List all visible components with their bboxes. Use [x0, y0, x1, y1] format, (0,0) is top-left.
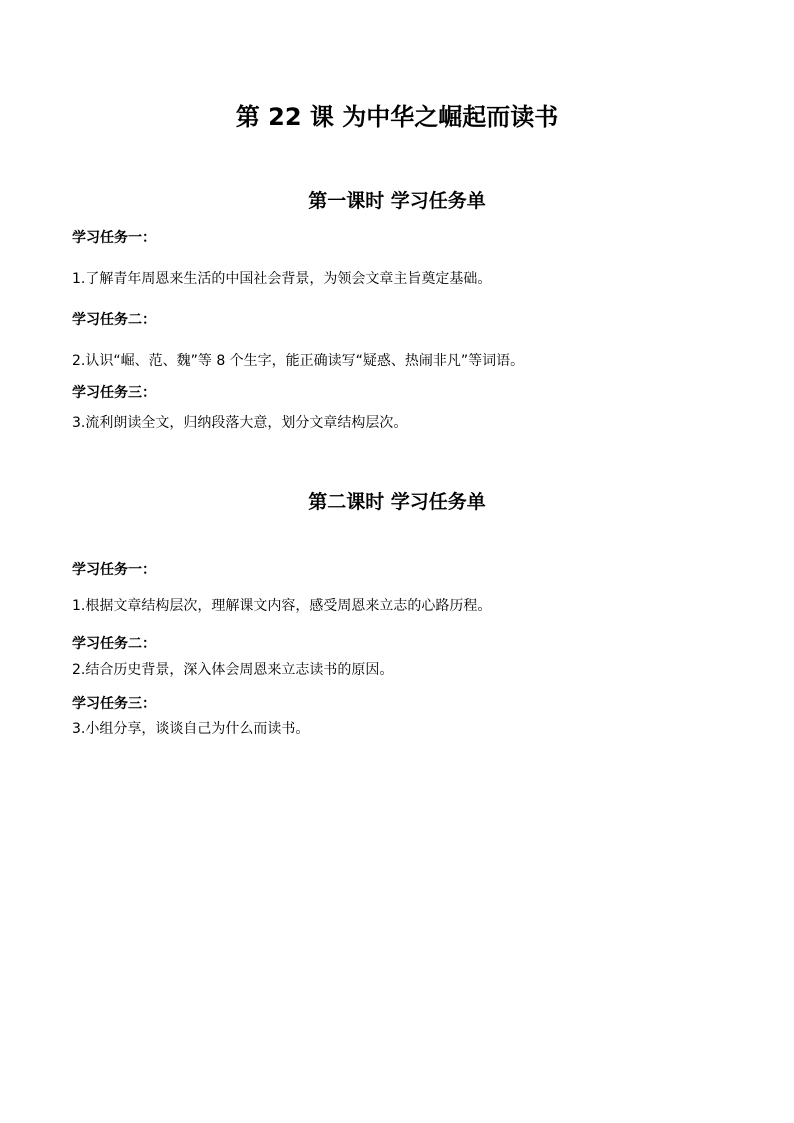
task-label: 学习任务二：	[72, 312, 156, 328]
task-text: 2.结合历史背景，深入体会周恩来立志读书的原因。	[72, 662, 394, 678]
task-text: 2.认识“崛、范、魏”等 8 个生字，能正确读写“疑惑、热闹非凡”等词语。	[72, 353, 525, 369]
task-label: 学习任务三：	[72, 696, 156, 712]
task-text: 3.流利朗读全文，归纳段落大意，划分文章结构层次。	[72, 415, 408, 431]
task-text: 1.了解青年周恩来生活的中国社会背景，为领会文章主旨奠定基础。	[72, 271, 492, 287]
task-label: 学习任务二：	[72, 636, 156, 652]
task-label: 学习任务三：	[72, 385, 156, 401]
task-label: 学习任务一：	[72, 562, 156, 578]
task-text: 3.小组分享，谈谈自己为什么而读书。	[72, 721, 310, 737]
task-label: 学习任务一：	[72, 230, 156, 246]
section-heading-lesson-1: 第一课时 学习任务单	[308, 190, 486, 212]
task-text: 1.根据文章结构层次，理解课文内容，感受周恩来立志的心路历程。	[72, 598, 492, 614]
document-title: 第 22 课 为中华之崛起而读书	[235, 103, 559, 131]
section-heading-lesson-2: 第二课时 学习任务单	[308, 491, 486, 513]
